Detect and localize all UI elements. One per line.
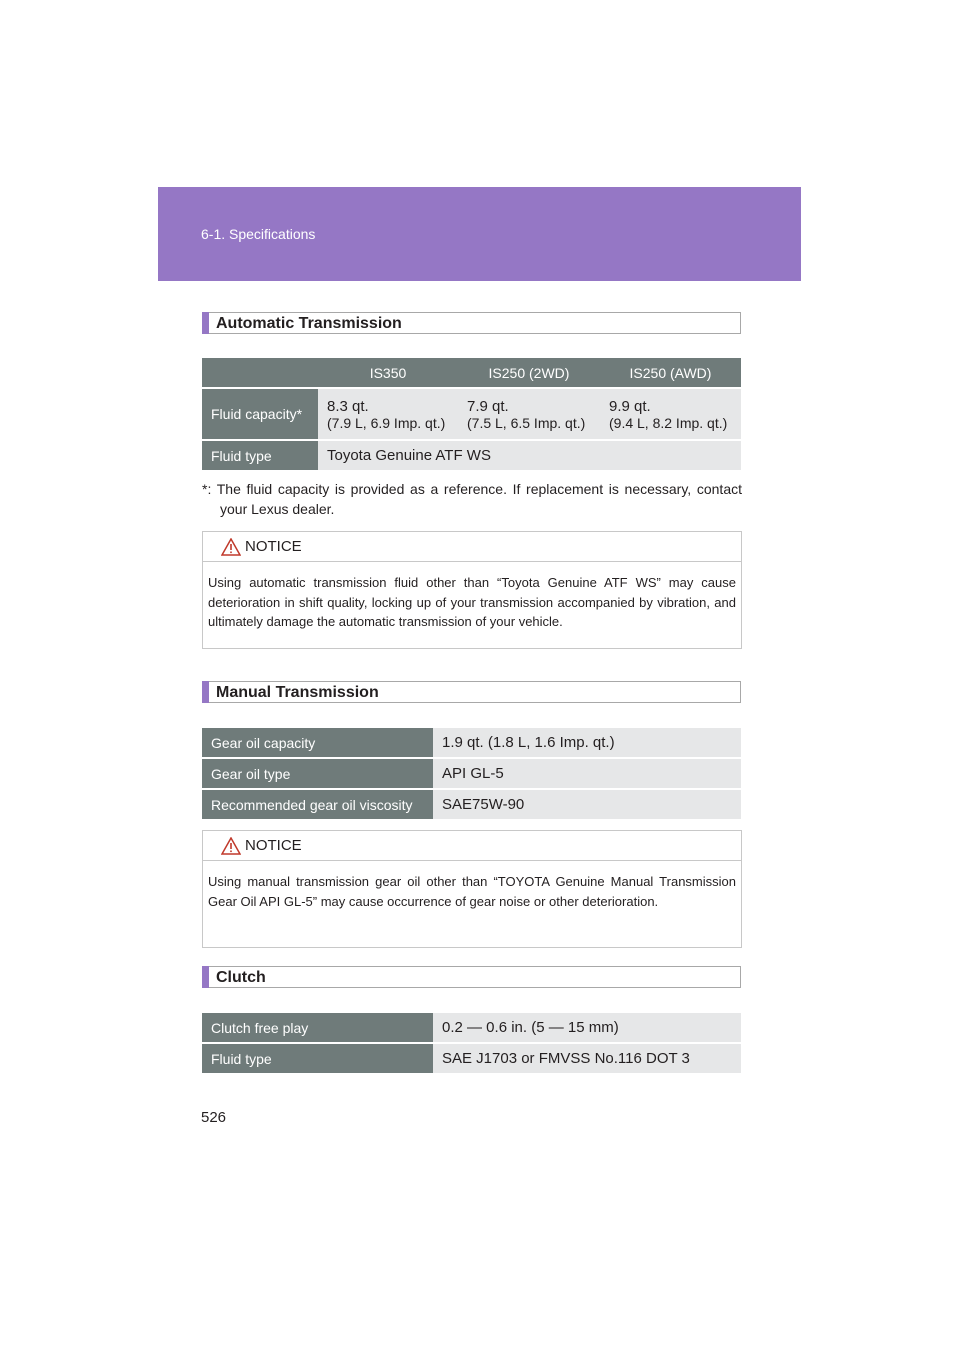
automatic-transmission-table — [202, 356, 741, 472]
notice-text: Using manual transmission gear oil other than “TOYOTA Genuine Manual Transmission Gear Oil API GL-5” may cause occurrence of gear noise or other deterioration. — [208, 874, 736, 909]
page-number: 526 — [201, 1109, 227, 1126]
column-header: IS250 (AWD) — [600, 358, 741, 387]
notice-header — [203, 532, 741, 562]
table-cell: SAE J1703 or FMVSS No.116 DOT 3 — [433, 1044, 741, 1073]
table-cell: Toyota Genuine ATF WS — [318, 441, 741, 470]
automatic-notice-box — [202, 531, 742, 649]
notice-label: NOTICE — [245, 837, 302, 854]
cell-value-sub: (7.9 L, 6.9 Imp. qt.) — [327, 414, 446, 431]
notice-label: NOTICE — [245, 538, 302, 555]
header-band — [158, 187, 801, 281]
row-label: Gear oil type — [202, 759, 433, 788]
row-label: Fluid capacity* — [202, 389, 318, 439]
section-label: 6-1. Specifications — [201, 226, 316, 242]
manual-transmission-table — [202, 726, 741, 821]
warning-icon — [221, 837, 241, 860]
header-empty-cell — [202, 358, 318, 387]
row-label: Clutch free play — [202, 1013, 433, 1042]
heading-accent-bar — [202, 681, 209, 703]
table-cell: 0.2 — 0.6 in. (5 — 15 mm) — [433, 1013, 741, 1042]
heading-title: Manual Transmission — [216, 684, 379, 701]
cell-value-sub: (7.5 L, 6.5 Imp. qt.) — [467, 414, 586, 431]
warning-icon — [221, 538, 241, 561]
table-row — [202, 389, 741, 439]
column-header: IS250 (2WD) — [458, 358, 600, 387]
notice-text: Using automatic transmission fluid other than “Toyota Genuine ATF WS” may cause deterioration in shift quality, locking up of your transmission accompanied by vibration, and ultimately damage the automatic transmission of your vehicle. — [208, 575, 736, 629]
footnote: *: The fluid capacity is provided as a reference. If replacement is necessary, contact your Lexus dealer. — [202, 481, 742, 517]
heading-accent-bar — [202, 312, 209, 334]
table-row — [202, 728, 741, 757]
cell-value-main: 9.9 qt. — [609, 397, 651, 415]
cell-value-main: 7.9 qt. — [467, 397, 509, 415]
cell-value-sub: (9.4 L, 8.2 Imp. qt.) — [609, 414, 728, 431]
row-label: Fluid type — [202, 1044, 433, 1073]
clutch-table — [202, 1011, 741, 1075]
table-row — [202, 759, 741, 788]
table-cell: SAE75W-90 — [433, 790, 741, 819]
cell-value-main: 8.3 qt. — [327, 397, 369, 415]
notice-header — [203, 831, 741, 861]
column-header: IS350 — [318, 358, 458, 387]
table-row — [202, 1013, 741, 1042]
table-row — [202, 1044, 741, 1073]
heading-title: Clutch — [216, 969, 266, 986]
table-row — [202, 441, 741, 470]
table-cell — [458, 389, 600, 439]
row-label: Recommended gear oil viscosity — [202, 790, 433, 819]
manual-transmission-heading — [202, 681, 741, 703]
row-label: Gear oil capacity — [202, 728, 433, 757]
row-label: Fluid type — [202, 441, 318, 470]
table-cell — [318, 389, 458, 439]
table-cell: 1.9 qt. (1.8 L, 1.6 Imp. qt.) — [433, 728, 741, 757]
manual-notice-box — [202, 830, 742, 948]
heading-accent-bar — [202, 966, 209, 988]
table-row — [202, 790, 741, 819]
heading-title: Automatic Transmission — [216, 315, 402, 332]
clutch-heading — [202, 966, 741, 988]
table-cell: API GL-5 — [433, 759, 741, 788]
automatic-transmission-heading — [202, 312, 741, 334]
table-header-row — [202, 358, 741, 387]
table-cell — [600, 389, 741, 439]
